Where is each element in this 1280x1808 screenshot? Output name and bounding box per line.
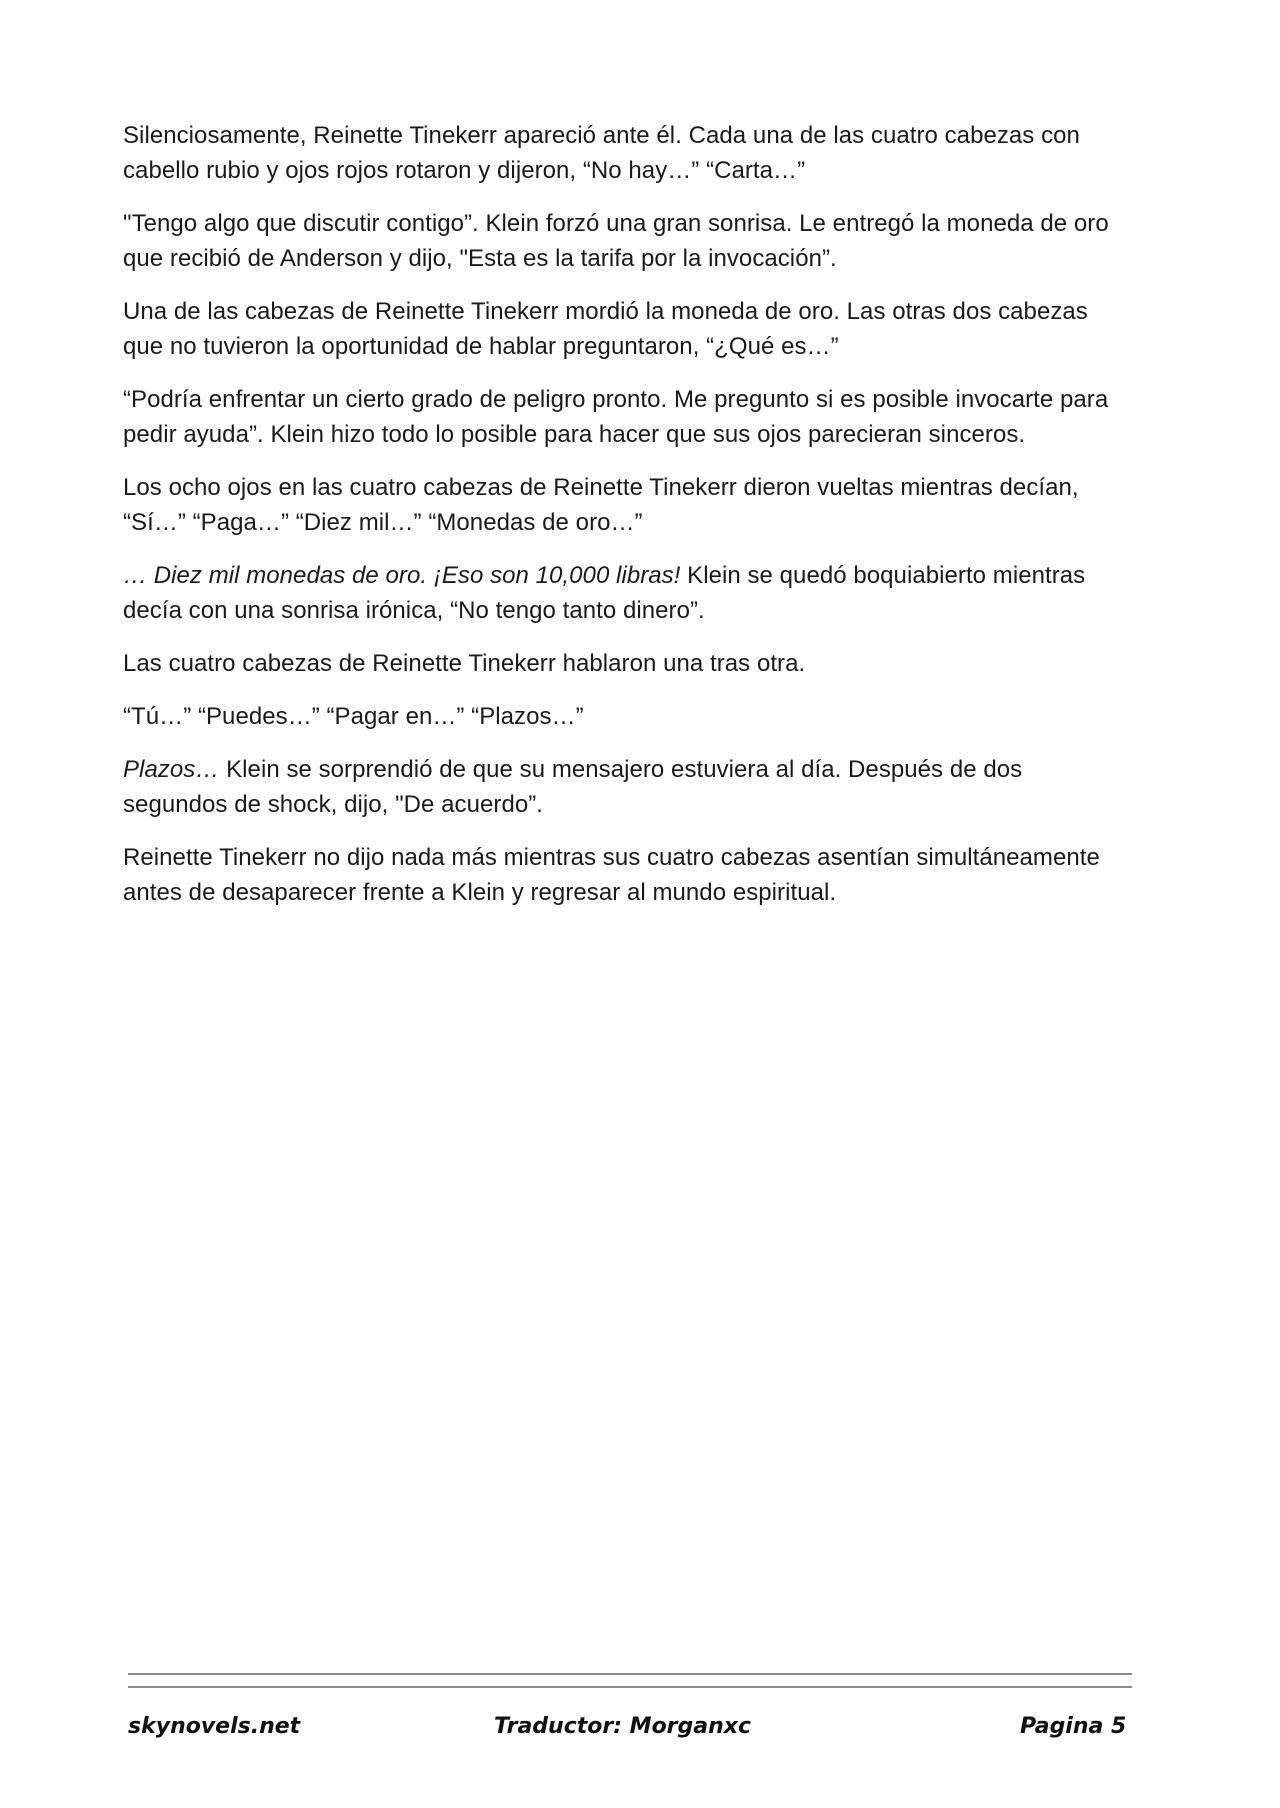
paragraph-8-text: “Tú…” “Puedes…” “Pagar en…” “Plazos…” (123, 703, 584, 730)
paragraph-3 (123, 294, 1133, 364)
footer-divider-bottom (128, 1686, 1132, 1688)
footer-page-number: Pagina 5 (1020, 1714, 1127, 1739)
paragraph-6-italic-text: … Diez mil monedas de oro. ¡Eso son 10,000 libras! (123, 562, 681, 589)
footer-divider-top (128, 1673, 1132, 1675)
paragraph-5-text: Los ocho ojos en las cuatro cabezas de Reinette Tinekerr dieron vueltas mientras decían, “Sí…” “Paga…” “Diez mil…” “Monedas de oro…” (123, 474, 1079, 536)
paragraph-3-text: Una de las cabezas de Reinette Tinekerr mordió la moneda de oro. Las otras dos cabezas que no tuvieron la oportunidad de hablar preguntaron, “¿Qué es…” (123, 298, 1088, 360)
document-body (123, 118, 1133, 928)
paragraph-7-text: Las cuatro cabezas de Reinette Tinekerr hablaron una tras otra. (123, 650, 806, 677)
paragraph-8 (123, 699, 1133, 734)
paragraph-9-italic-text: Plazos… (123, 756, 220, 783)
paragraph-5 (123, 470, 1133, 540)
paragraph-6 (123, 558, 1133, 628)
paragraph-1 (123, 118, 1133, 188)
paragraph-2 (123, 206, 1133, 276)
paragraph-1-text: Silenciosamente, Reinette Tinekerr apareció ante él. Cada una de las cuatro cabezas con cabello rubio y ojos rojos rotaron y dijeron, “No hay…” “Carta…” (123, 122, 1080, 184)
footer-translator: Traductor: Morganxc (494, 1714, 752, 1739)
paragraph-10 (123, 840, 1133, 910)
paragraph-6-text: Klein se quedó boquiabierto mientras decía con una sonrisa irónica, “No tengo tanto dinero”. (123, 562, 1086, 624)
paragraph-9 (123, 752, 1133, 822)
paragraph-4-text: “Podría enfrentar un cierto grado de peligro pronto. Me pregunto si es posible invocarte para pedir ayuda”. Klein hizo todo lo posible para hacer que sus ojos parecieran sinceros. (123, 386, 1109, 448)
paragraph-9-text: Klein se sorprendió de que su mensajero estuviera al día. Después de dos segundos de shock, dijo, "De acuerdo”. (123, 756, 1023, 818)
paragraph-10-text: Reinette Tinekerr no dijo nada más mientras sus cuatro cabezas asentían simultáneamente antes de desaparecer frente a Klein y regresar al mundo espiritual. (123, 844, 1100, 906)
footer-site: skynovels.net (128, 1714, 301, 1739)
paragraph-2-text: "Tengo algo que discutir contigo”. Klein forzó una gran sonrisa. Le entregó la moneda de oro que recibió de Anderson y dijo, "Esta es la tarifa por la invocación”. (123, 210, 1109, 272)
paragraph-4 (123, 382, 1133, 452)
paragraph-7 (123, 646, 1133, 681)
